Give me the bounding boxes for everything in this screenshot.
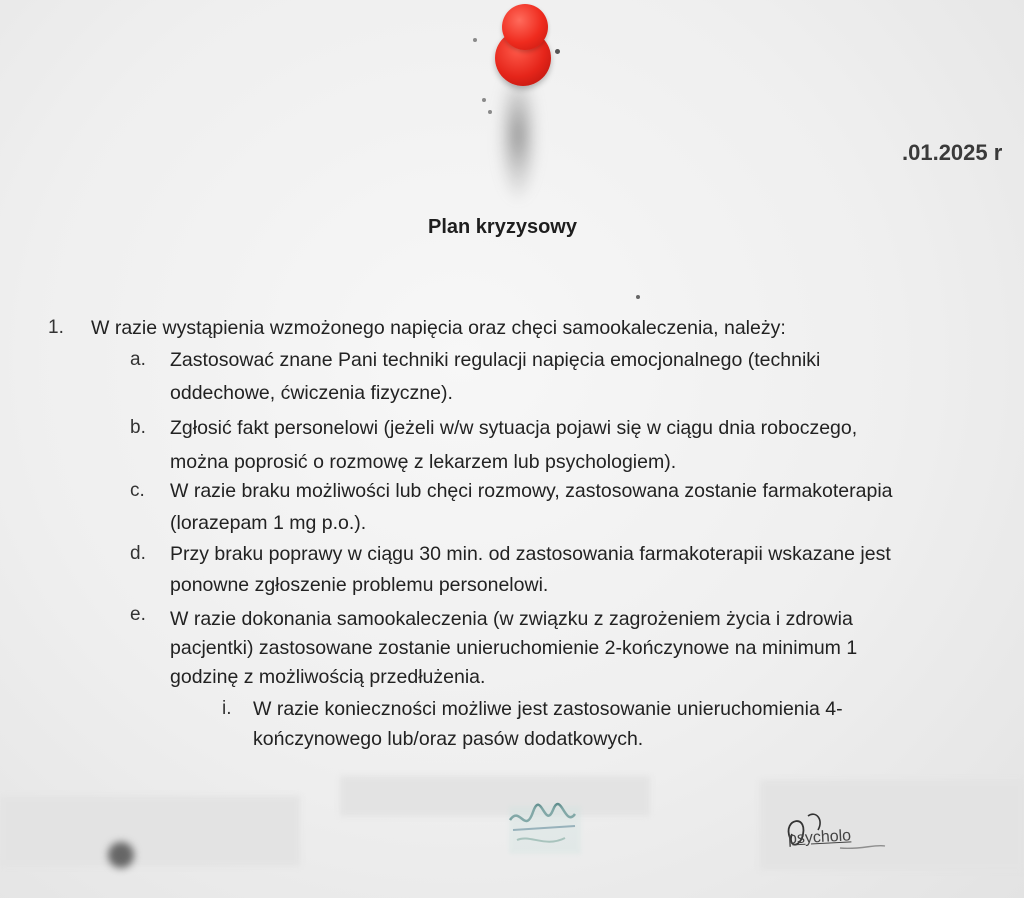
signature-stamp-text: psycholo — [787, 827, 852, 848]
redacted-area — [340, 776, 650, 816]
sublist-marker: a. — [130, 349, 146, 370]
blurred-mark — [108, 842, 134, 868]
sublist-line: W razie dokonania samookaleczenia (w związku z zagrożeniem życia i zdrowia — [170, 608, 853, 630]
document-date — [902, 140, 1002, 166]
sublist-marker: e. — [130, 604, 146, 625]
speck — [482, 98, 486, 102]
sublist-marker: c. — [130, 480, 145, 501]
sublist-line: Przy braku poprawy w ciągu 30 min. od zastosowania farmakoterapii wskazane jest — [170, 543, 891, 565]
subsublist-line: W razie konieczności możliwe jest zastosowanie unieruchomienia 4- — [253, 698, 843, 720]
sublist-marker: d. — [130, 543, 146, 564]
subsublist-line: kończynowego lub/oraz pasów dodatkowych. — [253, 728, 644, 750]
redacted-area — [0, 796, 300, 866]
speck — [473, 38, 477, 42]
sublist-line: oddechowe, ćwiczenia fizyczne). — [170, 382, 453, 404]
document-date-text: .01.2025 r — [902, 140, 1003, 165]
list-marker: 1. — [48, 317, 64, 338]
handwritten-signature — [505, 800, 585, 860]
speck — [488, 110, 492, 114]
pushpin-head — [502, 4, 548, 50]
pin-shadow — [498, 70, 538, 200]
speck — [555, 49, 560, 54]
sublist-line: Zgłosić fakt personelowi (jeżeli w/w sytuacja pojawi się w ciągu dnia roboczego, — [170, 417, 858, 439]
sublist-line: Zastosować znane Pani techniki regulacji napięcia emocjonalnego (techniki — [170, 349, 821, 371]
sublist-line: godzinę z możliwością przedłużenia. — [170, 666, 486, 688]
speck — [636, 295, 640, 299]
subsublist-marker: i. — [222, 698, 232, 719]
list-item-text: W razie wystąpienia wzmożonego napięcia oraz chęci samookaleczenia, należy: — [91, 317, 786, 339]
document-title: Plan kryzysowy — [428, 216, 577, 238]
sublist-line: pacjentki) zastosowane zostanie unieruchomienie 2-kończynowe na minimum 1 — [170, 637, 858, 659]
sublist-line: można poprosić o rozmowę z lekarzem lub psychologiem). — [170, 451, 677, 473]
sublist-marker: b. — [130, 417, 146, 438]
sublist-line: W razie braku możliwości lub chęci rozmowy, zastosowana zostanie farmakoterapia — [170, 480, 893, 502]
sublist-line: ponowne zgłoszenie problemu personelowi. — [170, 574, 549, 596]
sublist-line: (lorazepam 1 mg p.o.). — [170, 512, 367, 534]
